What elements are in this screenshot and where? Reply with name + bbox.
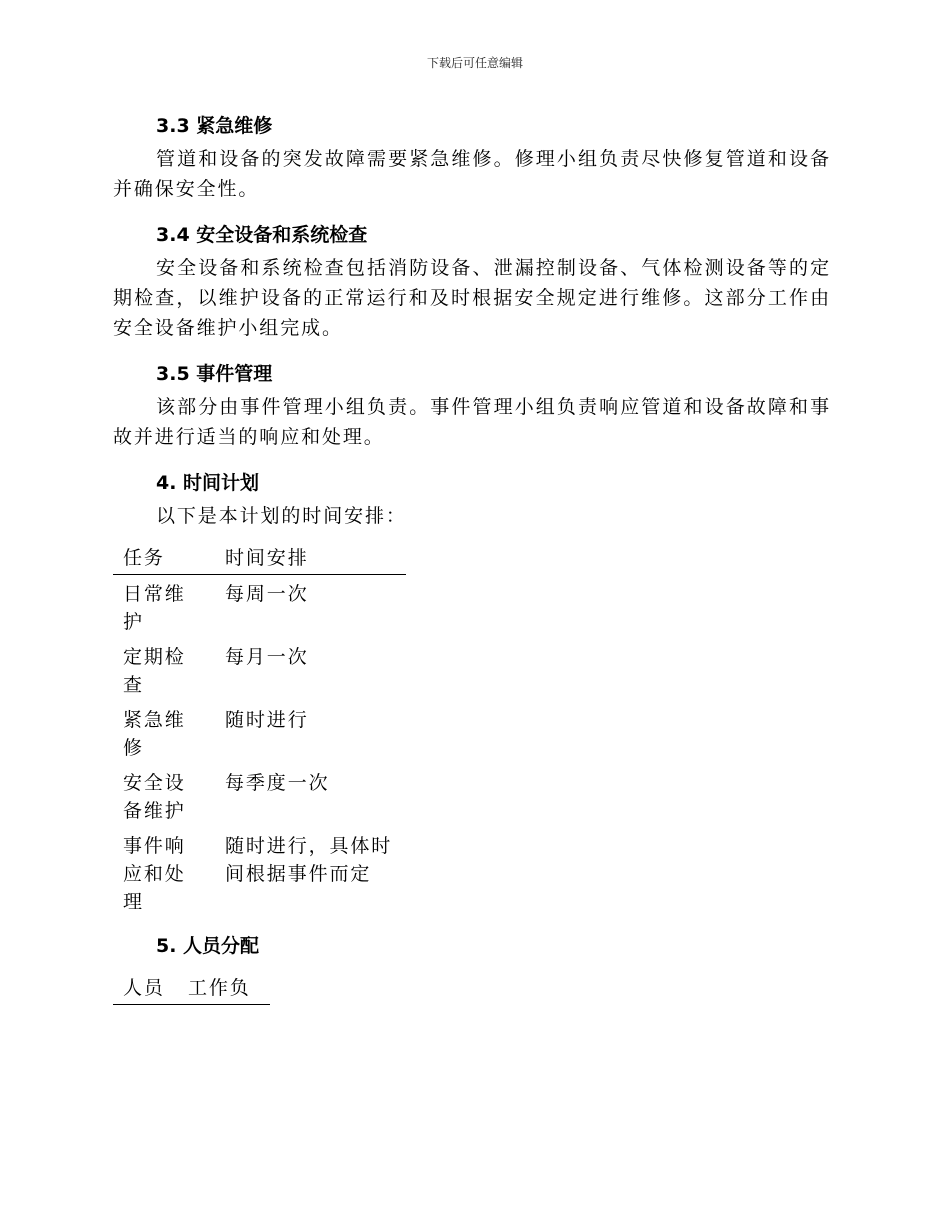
section-3-4-heading: 3.4 安全设备和系统检查: [156, 224, 368, 246]
section-4-heading: 4. 时间计划: [156, 472, 260, 494]
section-3-3-heading: 3.3 紧急维修: [156, 115, 273, 137]
schedule-time-cell: 随时进行，具体时间根据事件而定: [225, 835, 393, 885]
schedule-time-cell: 随时进行: [225, 709, 309, 731]
section-3-3-body: 管道和设备的突发故障需要紧急维修。修理小组负责尽快修复管道和设备并确保安全性。: [113, 148, 831, 200]
staff-header-row: [113, 974, 270, 1005]
section-3-5-body: 该部分由事件管理小组负责。事件管理小组负责响应管道和设备故障和事故并进行适当的响应和处理。: [113, 396, 831, 448]
schedule-header-row: [113, 544, 406, 575]
staff-header-person: 人员: [113, 974, 178, 1005]
page-header: 下载后可任意编辑: [426, 56, 523, 70]
staff-table: [113, 974, 270, 1005]
section-3-4-body: 安全设备和系统检查包括消防设备、泄漏控制设备、气体检测设备等的定期检查，以维护设备的正常运行和及时根据安全规定进行维修。这部分工作由安全设备维护小组完成。: [113, 257, 831, 339]
document-content: [113, 108, 831, 1005]
table-row: [113, 827, 406, 918]
schedule-time-cell: 每月一次: [225, 646, 309, 668]
schedule-header-time: 时间安排: [215, 544, 406, 575]
schedule-header-task: 任务: [113, 544, 215, 575]
table-row: [113, 575, 406, 639]
schedule-task-cell: 紧急维修: [123, 709, 186, 759]
table-row: [113, 638, 406, 701]
table-row: [113, 764, 406, 827]
schedule-task-cell: 事件响应和处理: [123, 835, 186, 913]
schedule-task-cell: 安全设备维护: [123, 772, 186, 822]
schedule-task-cell: 定期检查: [123, 646, 186, 696]
schedule-time-cell: 每周一次: [225, 583, 309, 605]
section-5-heading: 5. 人员分配: [156, 935, 260, 957]
table-row: [113, 701, 406, 764]
schedule-time-cell: 每季度一次: [225, 772, 330, 794]
schedule-task-cell: 日常维护: [123, 583, 186, 633]
section-3-5-heading: 3.5 事件管理: [156, 363, 273, 385]
section-4-body: 以下是本计划的时间安排：: [156, 505, 407, 527]
staff-header-workload: 工作负: [178, 974, 270, 1005]
schedule-table: [113, 544, 406, 918]
